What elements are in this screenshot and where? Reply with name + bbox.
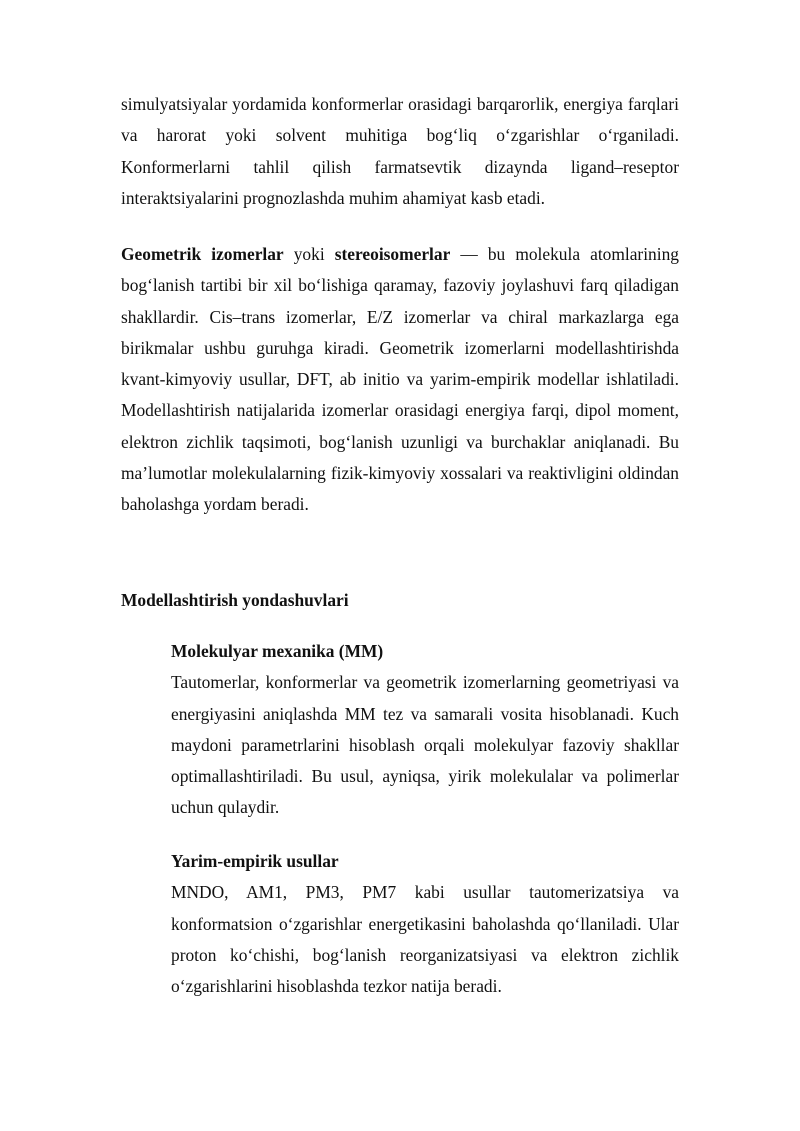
subsection-1-title: Molekulyar mexanika (MM): [171, 641, 384, 661]
term-geometric-isomers: Geometrik izomerlar: [121, 244, 284, 264]
paragraph-conformer-simulations: [121, 89, 679, 214]
term-stereoisomers: stereoisomerlar: [334, 244, 451, 264]
paragraph-1-text: simulyatsiyalar yordamida konformerlar orasidagi barqarorlik, energiya farqlari va harorat yoki solvent muhitiga bog‘liq o‘zgarishlar o‘rganiladi. Konformerlarni tahlil qilish farmatsevtik dizaynda ligand–reseptor interaktsiyalarini prognozlashda muhim ahamiyat kasb etadi.: [121, 94, 679, 208]
subsection-molecular-mechanics: [171, 636, 679, 824]
subsection-semi-empirical: [171, 846, 679, 1002]
subsection-2-title: Yarim-empirik usullar: [171, 851, 339, 871]
term-connector: yoki: [283, 244, 335, 264]
subsection-1-body: Tautomerlar, konformerlar va geometrik izomerlarning geometriyasi va energiyasini aniqlashda MM tez va samarali vosita hisoblanadi. Kuch maydoni parametrlarini hisoblash orqali molekulyar fazoviy shakllar optimallashtiriladi. Bu usul, ayniqsa, yirik molekulalar va polimerlar uchun qulaydir.: [171, 672, 679, 818]
paragraph-geometric-isomers: [121, 239, 679, 521]
subsection-2-body: MNDO, AM1, PM3, PM7 kabi usullar tautomerizatsiya va konformatsion o‘zgarishlar energetikasini baholashda qo‘llaniladi. Ular proton ko‘chishi, bog‘lanish reorganizatsiyasi va elektron zichlik o‘zgarishlarini hisoblashda tezkor natija beradi.: [171, 882, 679, 997]
paragraph-2-body: — bu molekula atomlarining bog‘lanish tartibi bir xil bo‘lishiga qaramay, fazoviy joylashuvi farq qiladigan shakllardir. Cis–trans izomerlar, E/Z izomerlar va chiral markazlarga ega birikmalar ushbu guruhga kiradi. Geometrik izomerlarni modellashtirishda kvant-kimyoviy usullar, DFT, ab initio va yarim-empirik modellar ishlatiladi. Modellashtirish natijalarida izomerlar orasidagi energiya farqi, dipol moment, elektron zichlik taqsimoti, bog‘lanish uzunligi va burchaklar aniqlanadi. Bu ma’lumotlar molekulalarning fizik-kimyoviy xossalari va reaktivligini oldindan baholashga yordam beradi.: [121, 244, 679, 515]
section-heading: Modellashtirish yondashuvlari: [121, 590, 349, 610]
